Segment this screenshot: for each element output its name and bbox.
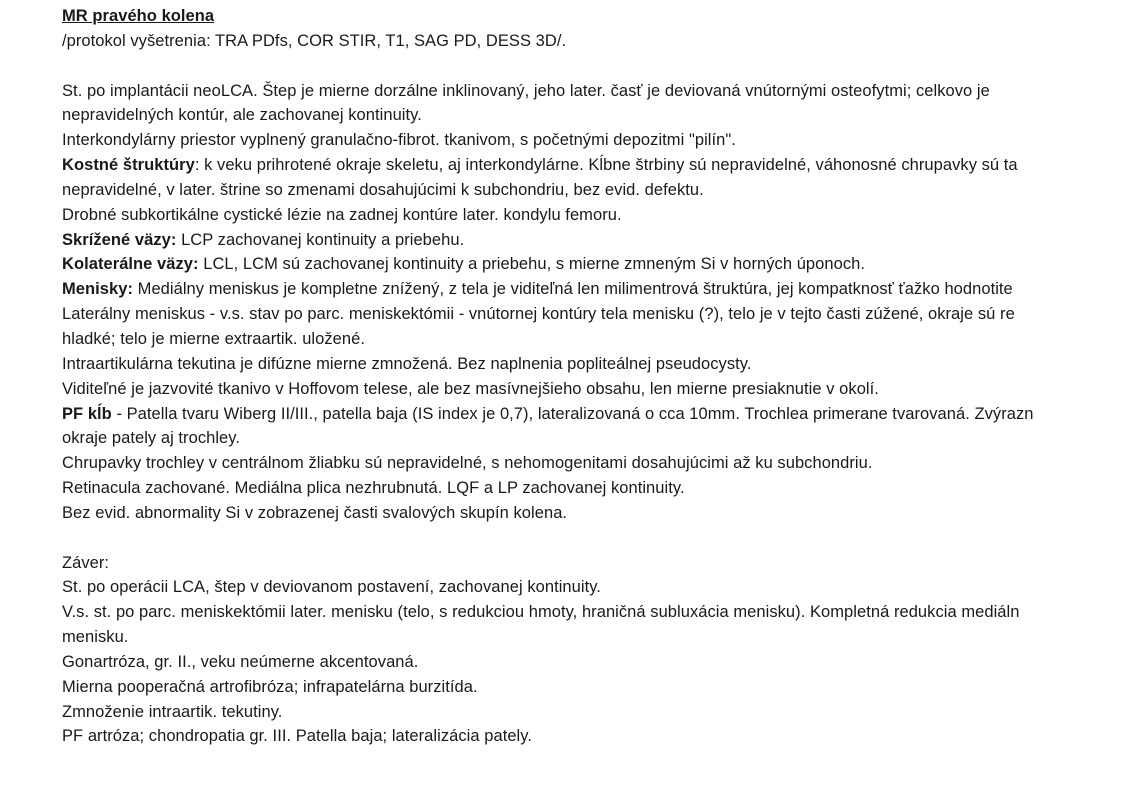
findings-bone-line-2: nepravidelné, v later. štrine so zmenami dosahujúcimi k subchondriu, bez evid. defektu. bbox=[62, 180, 704, 199]
pf-joint-label: PF kĺb bbox=[62, 404, 112, 423]
findings-retinacula: Retinacula zachované. Mediálna plica nezhrubnutá. LQF a LP zachovanej kontinuity. bbox=[62, 479, 685, 498]
cruciate-text: LCP zachovanej kontinuity a priebehu. bbox=[176, 230, 465, 249]
findings-trochlea-cartilage: Chrupavky trochley v centrálnom žliabku sú nepravidelné, s nehomogenitami dosahujúcimi až ku subchondriu. bbox=[62, 454, 873, 473]
findings-effusion: Intraartikulárna tekutina je difúzne mierne zmnožená. Bez naplnenia popliteálnej pseudocysty. bbox=[62, 354, 752, 373]
findings-cruciate bbox=[62, 228, 1125, 253]
bone-structures-label: Kostné štruktúry bbox=[62, 156, 195, 175]
findings-pf-line-2: okraje pately aj trochley. bbox=[62, 429, 240, 448]
conclusion-item-6: PF artróza; chondropatia gr. III. Patella baja; lateralizácia pately. bbox=[62, 727, 532, 746]
conclusion-item-1: St. po operácii LCA, štep v deviovanom postavení, zachovanej kontinuity. bbox=[62, 578, 601, 597]
conclusion-item-3: Gonartróza, gr. II., veku neúmerne akcentovaná. bbox=[62, 652, 419, 671]
blank-line bbox=[62, 526, 1125, 551]
blank-line bbox=[62, 54, 1125, 79]
findings-graft-line-1: St. po implantácii neoLCA. Štep je mierne dorzálne inklinovaný, jeho later. časť je deviovaná vnútornými osteofytmi; celkovo je bbox=[62, 81, 990, 100]
report-body bbox=[62, 4, 1125, 749]
conclusion-item-4: Mierna pooperačná artrofibróza; infrapatelárna burzitída. bbox=[62, 677, 478, 696]
conclusion-item-5: Zmnoženie intraartik. tekutiny. bbox=[62, 702, 283, 721]
menisci-label: Menisky: bbox=[62, 280, 134, 299]
menisci-text: Mediálny meniskus je kompletne znížený, z tela je viditeľná len milimentrová štruktúra, jej kompatknosť ťažko hodnotite bbox=[133, 280, 1013, 299]
collateral-label: Kolaterálne väzy: bbox=[62, 255, 199, 274]
findings-cystic: Drobné subkortikálne cystické lézie na zadnej kontúre later. kondylu femoru. bbox=[62, 205, 622, 224]
collateral-text: LCL, LCM sú zachovanej kontinuity a priebehu, s mierne zmneným Si v horných úponoch. bbox=[198, 255, 866, 274]
findings-intercondylar: Interkondylárny priestor vyplnený granulačno-fibrot. tkanivom, s početnými depozitmi "pilín". bbox=[62, 131, 736, 150]
pf-joint-text: - Patella tvaru Wiberg II/III., patella baja (IS index je 0,7), lateralizovaná o cca 10mm. Trochlea primerane tvarovaná. Zvýrazn bbox=[111, 404, 1034, 423]
conclusion-label: Záver: bbox=[62, 553, 110, 572]
conclusion-item-2-line-2: menisku. bbox=[62, 628, 129, 647]
findings-no-abnormality: Bez evid. abnormality Si v zobrazenej časti svalových skupín kolena. bbox=[62, 503, 568, 522]
findings-bone-line-1 bbox=[62, 153, 1125, 178]
findings-menisci bbox=[62, 277, 1125, 302]
findings-lateral-meniscus-line-1: Laterálny meniskus - v.s. stav po parc. meniskektómii - vnútornej kontúry tela menisku (?), telo je v tejto časti zúžené, okraje sú re bbox=[62, 305, 1015, 324]
bone-structures-text: : k veku prihrotené okraje skeletu, aj interkondylárne. Kĺbne štrbiny sú nepravidelné, váhonosné chrupavky sú ta bbox=[194, 156, 1018, 175]
findings-collateral bbox=[62, 252, 1125, 277]
report-title: MR pravého kolena bbox=[62, 7, 215, 25]
findings-pf-line-1 bbox=[62, 402, 1125, 427]
conclusion-item-2-line-1: V.s. st. po parc. meniskektómii later. menisku (telo, s redukciou hmoty, hraničná subluxácia menisku). Kompletná redukcia mediáln bbox=[62, 603, 1020, 622]
findings-graft-line-2: nepravidelných kontúr, ale zachovanej kontinuity. bbox=[62, 106, 422, 125]
findings-lateral-meniscus-line-2: hladké; telo je mierne extraartik. uložené. bbox=[62, 329, 365, 348]
protocol-line: /protokol vyšetrenia: TRA PDfs, COR STIR, T1, SAG PD, DESS 3D/. bbox=[62, 31, 567, 50]
findings-hoffa: Viditeľné je jazvovité tkanivo v Hoffovom telese, ale bez masívnejšieho obsahu, len mierne presiaknutie v okolí. bbox=[62, 379, 879, 398]
cruciate-label: Skrížené väzy: bbox=[62, 230, 177, 249]
